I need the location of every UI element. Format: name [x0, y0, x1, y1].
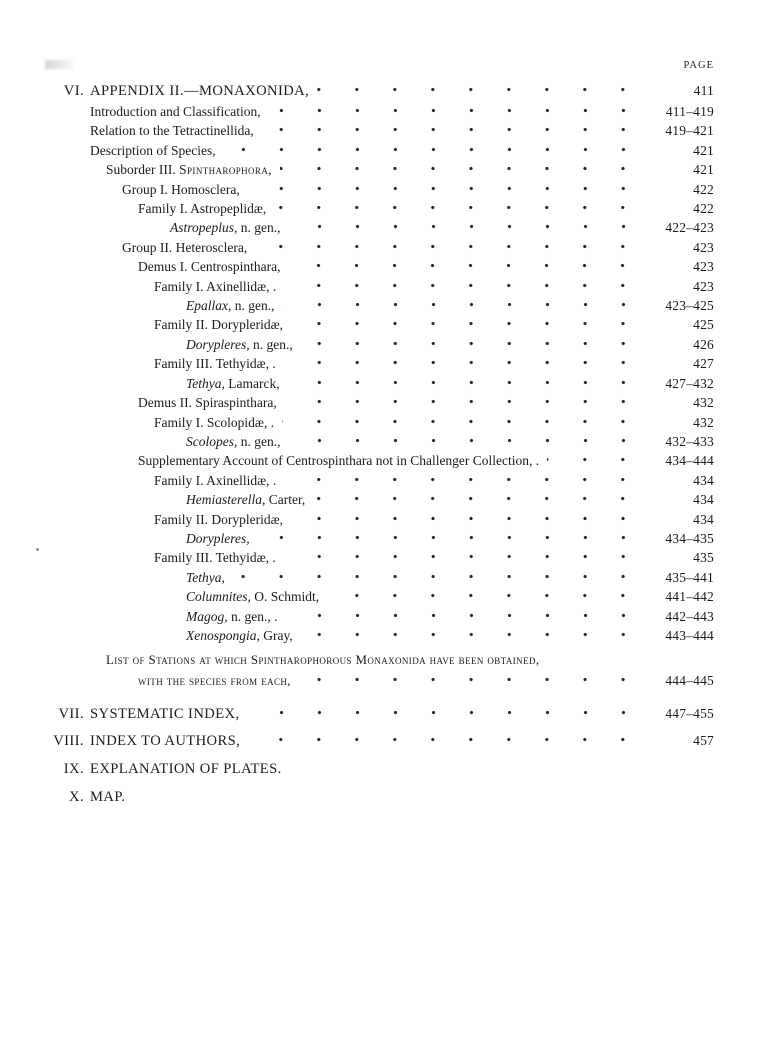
toc-row — [38, 703, 714, 725]
toc-row — [38, 451, 714, 470]
taxon-name: Dorypleres, — [186, 530, 250, 546]
label-text: EXPLANATION OF PLATES. — [90, 761, 282, 778]
toc-row — [38, 199, 714, 218]
toc-row — [38, 374, 714, 393]
label-text: O. Schmidt, — [250, 589, 320, 605]
item-page-number: 435–441 — [665, 569, 714, 585]
item-label — [90, 490, 305, 509]
toc-row — [38, 548, 714, 567]
dot-leader — [299, 676, 644, 685]
item-label — [90, 626, 293, 645]
item-page-number: 457 — [693, 733, 714, 749]
taxon-name: Tethya, — [186, 375, 225, 391]
dot-leader — [282, 418, 644, 427]
toc-row — [38, 160, 714, 179]
dot-leader — [317, 86, 644, 95]
taxon-name: Dorypleres, — [186, 336, 250, 352]
toc-row — [38, 218, 714, 237]
item-page-number: 422 — [693, 201, 714, 217]
toc-row — [38, 529, 714, 548]
label-text: n. gen., — [249, 336, 293, 352]
toc-row — [38, 471, 714, 490]
item-page-number: 441–442 — [665, 589, 714, 605]
taxon-name: Scolopes, — [186, 433, 238, 449]
toc-row — [38, 393, 714, 412]
dot-leader — [269, 107, 644, 116]
dot-leader — [284, 359, 644, 368]
item-page-number: 442–443 — [665, 608, 714, 624]
item-page-number: 434 — [693, 472, 714, 488]
label-text: Introduction and Classification, — [90, 104, 261, 119]
item-numeral: IX. — [63, 761, 84, 778]
label-text: SYSTEMATIC INDEX, — [90, 706, 240, 723]
label-text: List of Stations at which Spintharophorous Monaxonida have been obtained, — [106, 653, 540, 668]
item-page-number: 443–444 — [665, 627, 714, 643]
item-label — [90, 238, 247, 257]
toc-row — [38, 607, 714, 626]
toc-row — [38, 180, 714, 199]
label-text: Demus II. Spiraspinthara, — [138, 395, 277, 411]
toc-row — [38, 80, 714, 102]
dot-leader — [327, 592, 644, 601]
taxon-name: Magog, — [186, 608, 228, 624]
item-label — [90, 102, 261, 121]
dot-leader — [284, 476, 644, 485]
label-text: Family I. Scolopidæ, . — [154, 414, 275, 430]
item-label — [90, 672, 291, 691]
item-label — [90, 731, 240, 752]
toc-row — [38, 257, 714, 276]
item-page-number: 423–425 — [665, 298, 714, 314]
item-label — [90, 759, 282, 780]
item-label — [90, 548, 276, 567]
dot-leader — [291, 515, 644, 524]
label-text: MAP. — [90, 789, 126, 806]
label-text: Family I. Axinellidæ, . — [154, 278, 277, 294]
item-page-number: 419–421 — [665, 123, 714, 139]
toc-row — [38, 759, 714, 780]
item-label — [90, 413, 274, 432]
dot-leader — [248, 185, 644, 194]
label-text: Supplementary Account of Centrospinthara not in Challenger Collection, . — [138, 453, 540, 469]
toc-row — [38, 335, 714, 354]
dot-leader — [284, 553, 644, 562]
label-text: Family II. Dorypleridæ, — [154, 511, 283, 527]
item-label — [90, 199, 266, 218]
taxon-name: Xenospongia, — [186, 627, 260, 643]
item-page-number: 444–445 — [665, 672, 714, 688]
item-numeral: VII. — [58, 706, 84, 723]
item-page-number: 422–423 — [665, 220, 714, 236]
item-label — [90, 180, 240, 199]
item-page-number: 434 — [693, 511, 714, 527]
item-page-number: 423 — [693, 278, 714, 294]
toc-row — [38, 671, 714, 691]
item-page-number: 432–433 — [665, 433, 714, 449]
item-page-number: 447–455 — [665, 706, 714, 722]
label-text: Gray, — [259, 627, 293, 643]
toc-row — [38, 238, 714, 257]
dot-leader — [248, 736, 644, 745]
item-numeral: X. — [69, 789, 84, 806]
item-page-number: 421 — [693, 142, 714, 158]
dot-leader — [291, 320, 644, 329]
toc-row — [38, 277, 714, 296]
item-label — [90, 160, 272, 179]
item-label — [90, 374, 280, 393]
item-label — [90, 296, 275, 315]
item-page-number: 425 — [693, 317, 714, 333]
label-text: n. gen., — [237, 220, 281, 236]
item-label — [90, 787, 125, 808]
dot-leader — [289, 437, 645, 446]
toc-row — [38, 730, 714, 752]
item-page-number: 421 — [693, 162, 714, 178]
taxon-name: Epallax, — [186, 298, 232, 314]
label-text: n. gen., — [237, 433, 281, 449]
item-label — [90, 529, 250, 548]
toc-row — [38, 141, 714, 160]
dot-leader — [288, 379, 644, 388]
toc-row — [38, 296, 714, 315]
label-text: Spintharophora, — [179, 162, 273, 178]
dot-leader — [248, 709, 645, 718]
toc-row — [38, 413, 714, 432]
item-label — [90, 607, 278, 626]
label-text: Family I. Astropeplidæ, — [138, 201, 267, 217]
item-label — [90, 354, 276, 373]
dot-leader — [301, 340, 644, 349]
label-text: INDEX TO AUTHORS, — [90, 733, 241, 750]
dot-leader — [285, 398, 644, 407]
item-page-number: 411 — [693, 83, 714, 98]
dot-leader — [301, 631, 644, 640]
dot-leader — [288, 262, 644, 271]
toc-row — [38, 315, 714, 334]
item-page-number: 434–435 — [665, 530, 714, 546]
item-label — [90, 257, 280, 276]
toc-row — [38, 568, 714, 587]
toc-row — [38, 510, 714, 529]
dot-leader — [258, 534, 644, 543]
toc-row — [38, 490, 714, 509]
item-label — [90, 315, 283, 334]
table-of-contents — [38, 60, 714, 808]
dot-leader — [283, 301, 645, 310]
item-page-number: 432 — [693, 414, 714, 430]
dot-leader — [547, 456, 644, 465]
toc-row — [38, 787, 714, 808]
item-label — [90, 218, 281, 237]
label-text: Family I. Axinellidæ, . — [154, 472, 277, 488]
dot-leader — [274, 204, 644, 213]
dot-leader — [289, 223, 645, 232]
label-text: Description of Species, — [90, 142, 216, 158]
toc-row — [38, 626, 714, 645]
item-page-number: 423 — [693, 239, 714, 255]
dot-leader — [313, 495, 644, 504]
label-text: Group II. Heterosclera, — [122, 239, 248, 255]
taxon-name: Hemiasterella, — [186, 492, 266, 508]
label-text: Group I. Homosclera, — [122, 181, 240, 197]
toc-row — [38, 651, 714, 670]
label-text: n. gen., — [231, 298, 275, 314]
item-label — [90, 587, 319, 606]
label-text: Relation to the Tetractinellida, — [90, 123, 254, 139]
item-label — [90, 651, 540, 670]
dot-leader — [233, 573, 644, 582]
toc-row — [38, 102, 714, 121]
item-page-number: 432 — [693, 395, 714, 411]
label-text: Family II. Dorypleridæ, — [154, 317, 283, 333]
item-page-number: 434 — [693, 492, 714, 508]
page-column-header: PAGE — [683, 60, 714, 71]
item-label — [90, 277, 276, 296]
dot-leader — [280, 165, 644, 174]
toc-row — [38, 121, 714, 140]
toc-row — [38, 432, 714, 451]
item-label — [90, 393, 277, 412]
dot-leader — [255, 243, 644, 252]
item-numeral: VI. — [63, 83, 84, 99]
toc-list — [38, 80, 714, 808]
dot-leader — [284, 282, 644, 291]
item-label — [90, 141, 216, 160]
item-label — [90, 432, 281, 451]
label-text: APPENDIX II.—MONAXONIDA, — [90, 83, 310, 99]
label-text: with the species from each, — [138, 673, 291, 688]
toc-row — [38, 354, 714, 373]
item-page-number: 427 — [693, 356, 714, 372]
item-page-number: 426 — [693, 336, 714, 352]
item-label — [90, 121, 254, 140]
item-label — [90, 510, 283, 529]
item-page-number: 434–444 — [665, 453, 714, 469]
label-text: Family III. Tethyidæ, . — [154, 550, 276, 566]
taxon-name: Tethya, — [186, 569, 225, 585]
item-page-number: 422 — [693, 181, 714, 197]
item-label — [90, 451, 539, 470]
toc-row — [38, 587, 714, 606]
dot-leader — [286, 612, 645, 621]
label-text: n. gen., . — [227, 608, 278, 624]
label-text: Lamarck, — [224, 375, 280, 391]
item-label — [90, 704, 240, 725]
item-numeral: VIII. — [53, 733, 84, 750]
item-label — [90, 335, 293, 354]
label-text: Carter, — [265, 492, 306, 508]
item-label — [90, 471, 276, 490]
item-page-number: 435 — [693, 550, 714, 566]
label-text: Suborder III. — [106, 162, 180, 178]
label-text: Family III. Tethyidæ, . — [154, 356, 276, 372]
item-page-number: 427–432 — [665, 375, 714, 391]
label-text: Demus I. Centrospinthara, — [138, 259, 281, 275]
taxon-name: Astropeplus, — [170, 220, 238, 236]
item-page-number: 423 — [693, 259, 714, 275]
item-page-number: 411–419 — [665, 104, 714, 119]
item-label — [90, 568, 225, 587]
item-label — [90, 81, 309, 102]
dot-leader — [224, 146, 644, 155]
taxon-name: Columnites, — [186, 589, 251, 605]
dot-leader — [262, 126, 644, 135]
